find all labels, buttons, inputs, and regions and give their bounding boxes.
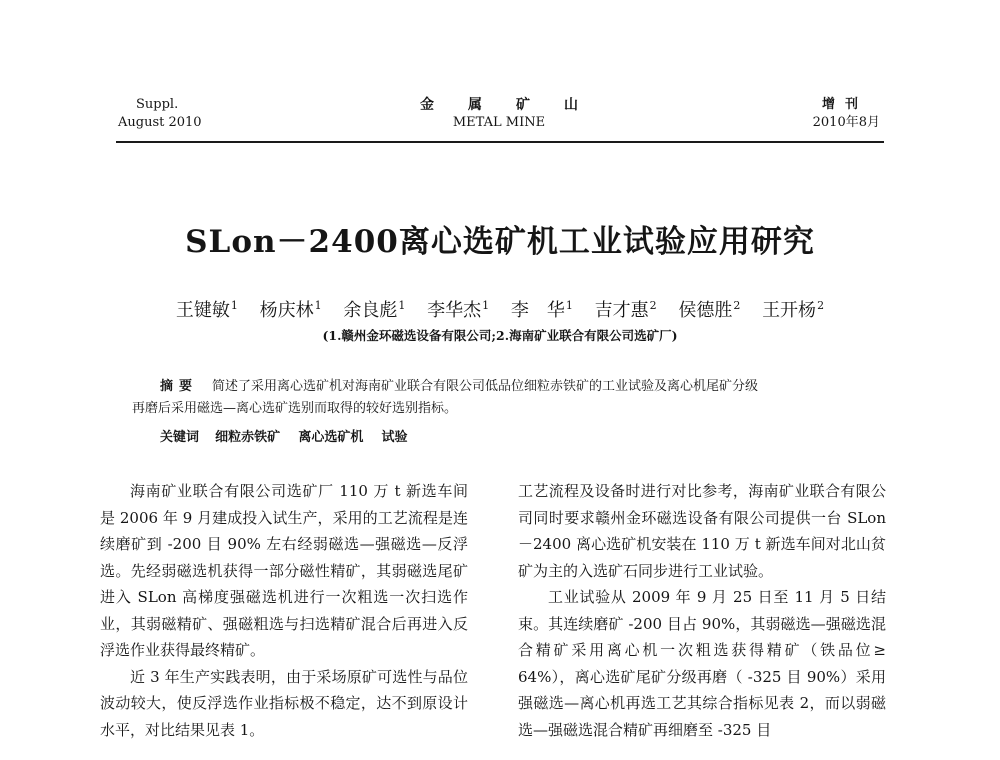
keyword: 细粒赤铁矿 — [215, 430, 281, 445]
abstract — [132, 376, 874, 420]
keywords — [160, 426, 421, 445]
body-column-left — [100, 478, 468, 743]
header-rule — [116, 141, 884, 143]
keyword: 试验 — [381, 430, 408, 445]
keyword: 离心选矿机 — [298, 430, 364, 445]
header-journal — [118, 96, 880, 132]
journal-name-cn: 金属矿山 — [420, 97, 612, 113]
author: 侯德胜$^2$ — [678, 299, 741, 321]
author: 吉才惠$^2$ — [594, 299, 657, 321]
author: 李 华$^1$ — [510, 299, 573, 321]
abstract-line-1: 摘要 简述了采用离心选矿机对海南矿业联合有限公司低品位细粒赤铁矿的工业试验及离心机尾矿分级 — [160, 379, 759, 394]
paper-title: SLon－2400离心选矿机工业试验应用研究 — [185, 224, 815, 260]
abstract-line-2: 再磨后采用磁选—离心选矿选别而取得的较好选别指标。 — [132, 401, 458, 416]
header-right — [813, 96, 880, 132]
abstract-label: 摘要 — [160, 379, 199, 394]
header-supplement-cn: 增刊 — [821, 97, 868, 112]
header-date-cn: 2010年8月 — [812, 115, 880, 130]
body-paragraph: 工业试验从 2009 年 9 月 25 日至 11 月 5 日结束。其连续磨矿 -200 目占 90%，其弱磁选—强磁选混合精矿采用离心机一次粗选获得精矿（铁品位≥ 64%），离心选矿尾矿分级再磨（ -325 目 90%）采用强磁选—离心机再选工艺其综合指标见表 2，而以弱磁选—强磁选混合精矿再细磨至 -325 目 — [518, 588, 886, 739]
author: 王键敏$^1$ — [175, 299, 238, 321]
header-suppl: Suppl. — [136, 97, 179, 112]
body-paragraph: 近 3 年生产实践表明，由于采场原矿可选性与品位波动较大，使反浮选作业指标极不稳定，达不到原设计水平，对比结果见表 1。 — [100, 667, 468, 739]
header-date-en: August 2010 — [118, 115, 202, 130]
affiliations: (1.赣州金环磁选设备有限公司;2.海南矿业联合有限公司选矿厂) — [322, 328, 678, 343]
author: 王开杨$^2$ — [762, 299, 825, 321]
body-paragraph: 海南矿业联合有限公司选矿厂 110 万 t 新选车间是 2006 年 9 月建成投入试生产，采用的工艺流程是连续磨矿到 -200 目 90% 左右经弱磁选—强磁选—反浮选。先经弱磁选机获得一部分磁性精矿，其弱磁选尾矿进入 SLon 高梯度强磁选机进行一次粗选一次扫选作业，其弱磁精矿、强磁粗选与扫选精矿混合后再进入反浮选作业获得最终精矿。 — [100, 482, 468, 659]
author: 余良彪$^1$ — [343, 299, 406, 321]
author: 杨庆林$^1$ — [259, 299, 322, 321]
author-list — [0, 296, 1000, 322]
keywords-label: 关键词 — [160, 430, 200, 445]
body-column-right — [518, 478, 886, 743]
author: 李华杰$^1$ — [427, 299, 490, 321]
journal-name-en: METAL MINE — [452, 115, 546, 130]
running-header — [118, 96, 880, 140]
body-paragraph: 工艺流程及设备时进行对比参考，海南矿业联合有限公司同时要求赣州金环磁选设备有限公司提供一台 SLon－2400 离心选矿机安装在 110 万 t 新选车间对北山贫矿为主的入选矿石同步进行工业试验。 — [518, 482, 886, 580]
